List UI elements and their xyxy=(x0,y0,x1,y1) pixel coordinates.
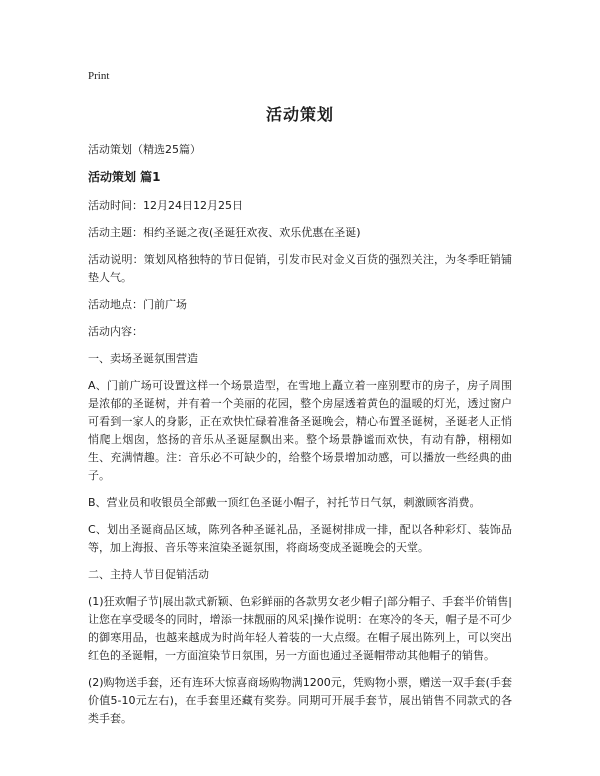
section-two-heading: 二、主持人节目促销活动 xyxy=(88,568,209,581)
section-heading: 活动策划 篇1 xyxy=(88,170,161,184)
paragraph-1: (1)狂欢帽子节|展出款式新颖、色彩鲜丽的各款男女老少帽子|部分帽子、手套半价销售|让您在享受暖冬的同时，增添一抹靓丽的风采|操作说明：在寒冷的冬天，帽子是不可少的御寒用品，也越来越成为时尚年轻人着装的一大点缀。在帽子展出陈列上，可以突出红色的圣诞帽，一方面渲染节日氛围，另一方面也通过圣诞帽带动其他帽子的销售。 xyxy=(88,595,512,662)
paragraph-b: B、营业员和收银员全部戴一顶红色圣诞小帽子，衬托节日气氛，刺激顾客消费。 xyxy=(88,496,481,509)
activity-description: 活动说明：策划风格独特的节日促销，引发市民对金义百货的强烈关注，为冬季旺销铺垫人气。 xyxy=(88,253,512,284)
page-title: 活动策划 xyxy=(265,105,334,124)
activity-content-label: 活动内容： xyxy=(88,325,143,338)
document-subtitle: 活动策划（精选25篇） xyxy=(88,143,201,156)
paragraph-c: C、划出圣诞商品区域，陈列各种圣诞礼品，圣诞树排成一排，配以各种彩灯、装饰品等，加上海报、音乐等来渲染圣诞氛围，将商场变成圣诞晚会的天堂。 xyxy=(88,523,512,554)
activity-time: 活动时间：12月24日12月25日 xyxy=(88,199,243,212)
section-one-heading: 一、卖场圣诞氛围营造 xyxy=(88,352,198,365)
paragraph-a: A、门前广场可设置这样一个场景造型，在雪地上矗立着一座别墅市的房子，房子周围是浓郁的圣诞树，并有着一个美丽的花园，整个房屋透着黄色的温暖的灯光，透过窗户可看到一家人的身影，正在欢快忙碌着准备圣诞晚会，精心布置圣诞树，圣诞老人正悄悄爬上烟囱，悠扬的音乐从圣诞屋飘出来。整个场景静谧而欢快，有动有静，栩栩如生、充满情趣。注：音乐必不可缺少的，给整个场景增加动感，可以播放一些经典的曲子。 xyxy=(88,379,512,482)
activity-location: 活动地点：门前广场 xyxy=(88,298,187,311)
print-label: Print xyxy=(88,70,110,82)
paragraph-2: (2)购物送手套，还有连环大惊喜商场购物满1200元，凭购物小票，赠送一双手套(手套价值5-10元左右)，在手套里还藏有奖券。同期可开展手套节，展出销售不同款式的各类手套。 xyxy=(88,676,512,725)
activity-theme: 活动主题：相约圣诞之夜(圣诞狂欢夜、欢乐优惠在圣诞) xyxy=(88,226,361,239)
